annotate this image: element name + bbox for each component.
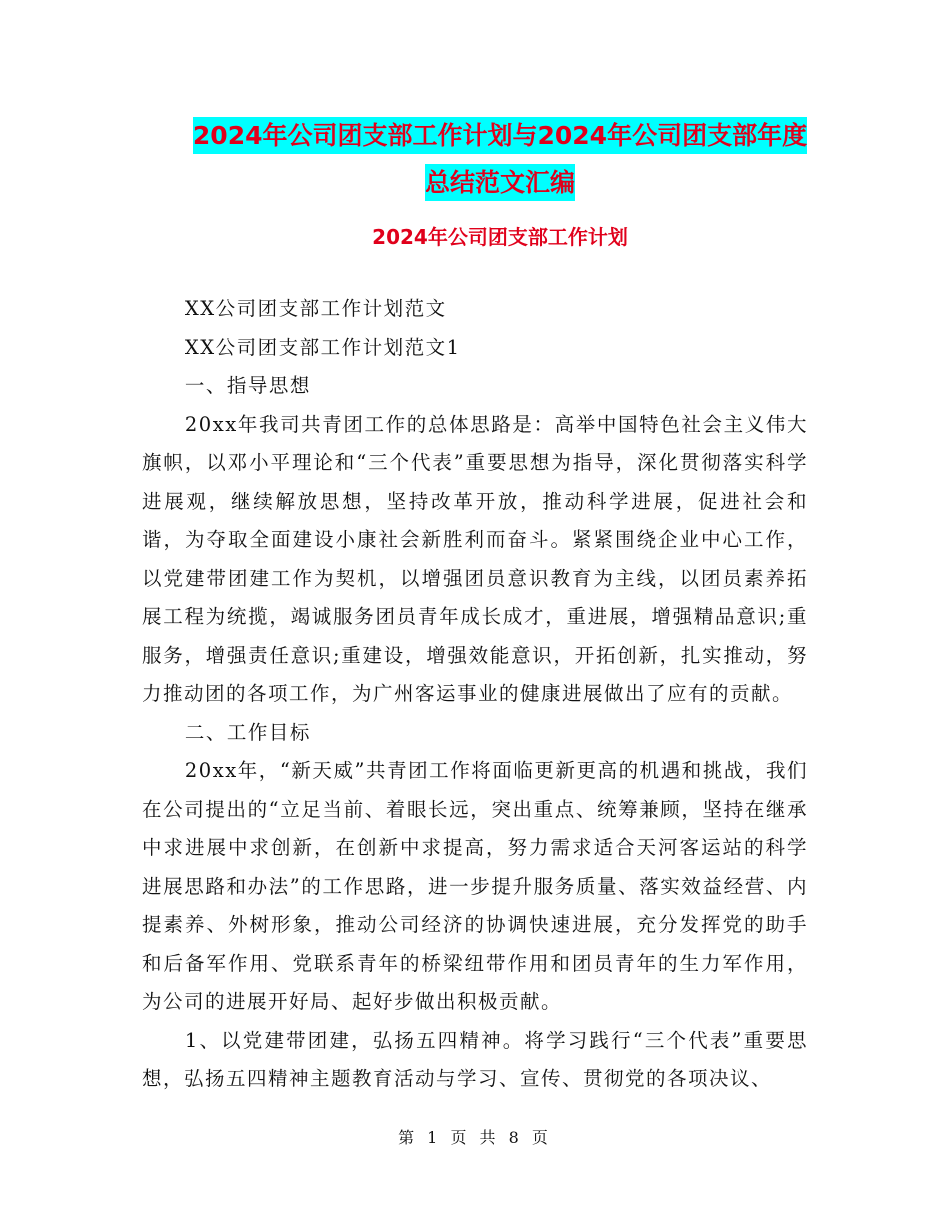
heading-work-goals: 二、工作目标 (184, 720, 311, 744)
paragraph: 1、以党建带团建，弘扬五四精神。将学习践行“三个代表”重要思想，弘扬五四精神主题教育活动与学习、宣传、贯彻党的各项决议、 (142, 1028, 808, 1090)
section-title: 2024年公司团支部工作计划 (372, 225, 628, 249)
document-title (140, 112, 860, 206)
page-footer: 第 1 页 共 8 页 (398, 1128, 552, 1147)
document-title-line2: 总结范文汇编 (425, 164, 575, 201)
paragraph: 20xx年，“新天威”共青团工作将面临更新更高的机遇和挑战，我们在公司提出的“立足当前、着眼长远，突出重点、统筹兼顾，坚持在继承中求进展中求创新，在创新中求提高，努力需求适合天河客运站的科学进展思路和办法”的工作思路，进一步提升服务质量、落实效益经营、内提素养、外树形象，推动公司经济的协调快速进展，充分发挥党的助手和后备军作用、党联系青年的桥梁纽带作用和团员青年的生力军作用，为公司的进展开好局、起好步做出积极贡献。 (142, 759, 808, 1013)
document-title-line1: 2024年公司团支部工作计划与2024年公司团支部年度 (193, 117, 807, 154)
document-body (142, 290, 808, 1099)
heading-guiding-ideology: 一、指导思想 (184, 374, 311, 397)
paragraph: 20xx年我司共青团工作的总体思路是：高举中国特色社会主义伟大旗帜，以邓小平理论和“三个代表”重要思想为指导，深化贯彻落实科学进展观，继续解放思想，坚持改革开放，推动科学进展，促进社会和谐，为夺取全面建设小康社会新胜利而奋斗。紧紧围绕企业中心工作，以党建带团建工作为契机，以增强团员意识教育为主线，以团员素养拓展工程为统揽，竭诚服务团员青年成长成才，重进展，增强精品意识;重服务，增强责任意识;重建设，增强效能意识，开拓创新，扎实推动，努力推动团的各项工作，为广州客运事业的健康进展做出了应有的贡献。 (142, 412, 808, 705)
paragraph: XX公司团支部工作计划范文1 (184, 335, 461, 359)
paragraph: XX公司团支部工作计划范文 (184, 297, 447, 320)
